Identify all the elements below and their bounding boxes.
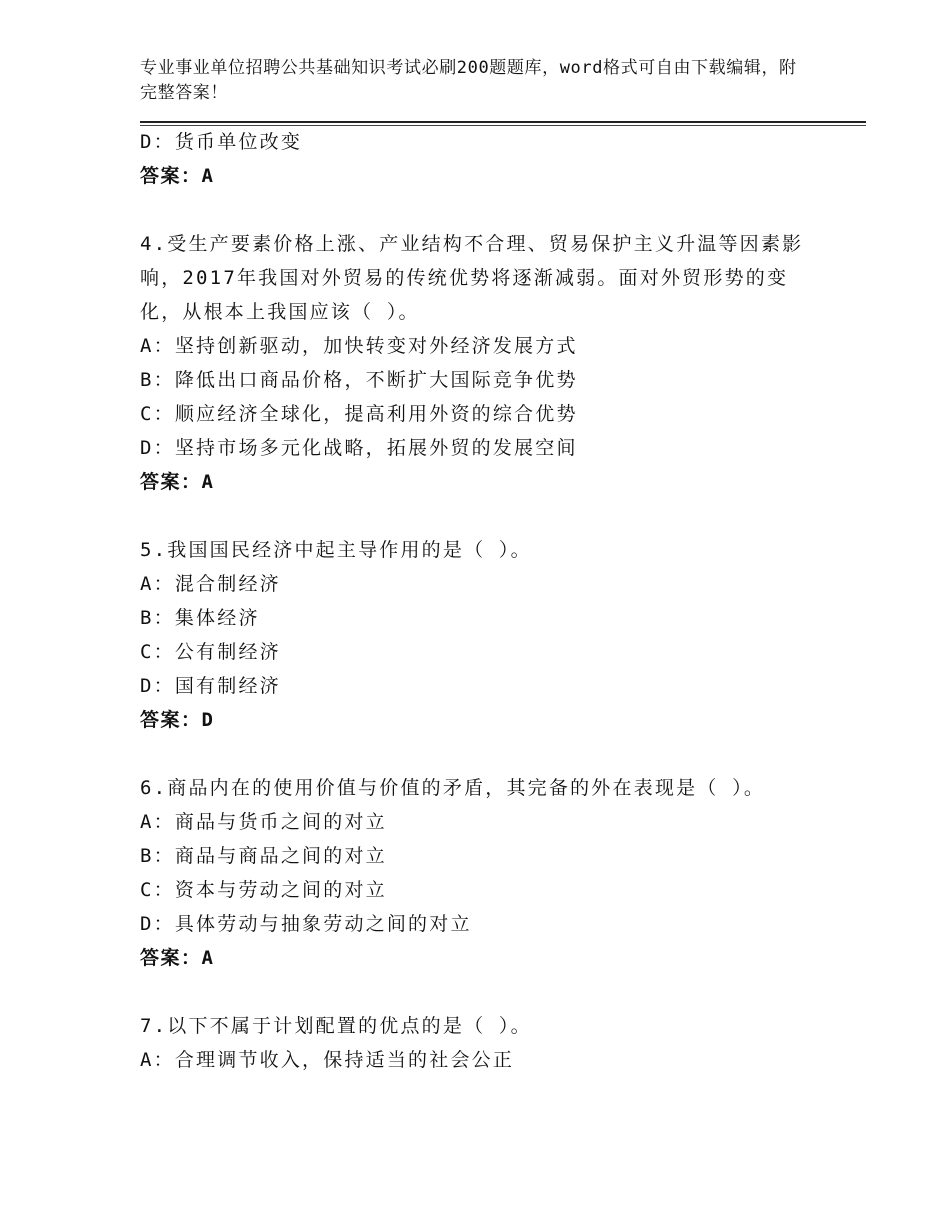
option-c: C：资本与劳动之间的对立	[140, 879, 387, 901]
spacer	[140, 737, 820, 771]
option-b: B：商品与商品之间的对立	[140, 845, 387, 867]
option-d: D：国有制经济	[140, 675, 281, 697]
question-stem: 5.我国国民经济中起主导作用的是（ ）。	[140, 539, 532, 561]
option-b: B：降低出口商品价格，不断扩大国际竞争优势	[140, 369, 578, 391]
prev-option-d: D：货币单位改变	[140, 131, 303, 153]
spacer	[140, 975, 820, 1009]
question-stem: 7.以下不属于计划配置的优点的是（ ）。	[140, 1015, 532, 1037]
spacer	[140, 193, 820, 227]
option-d: D：具体劳动与抽象劳动之间的对立	[140, 913, 472, 935]
option-a: A：商品与货币之间的对立	[140, 811, 387, 833]
question-answer: 答案：A	[140, 471, 215, 493]
option-d: D：坚持市场多元化战略，拓展外贸的发展空间	[140, 437, 578, 459]
option-a: A：坚持创新驱动，加快转变对外经济发展方式	[140, 335, 578, 357]
prev-answer: 答案：A	[140, 165, 215, 187]
question-answer: 答案：A	[140, 947, 215, 969]
option-c: C：顺应经济全球化，提高利用外资的综合优势	[140, 403, 578, 425]
spacer	[140, 499, 820, 533]
header-divider-thick	[140, 121, 866, 123]
page-header: 专业事业单位招聘公共基础知识考试必刷200题题库，word格式可自由下载编辑，附完整答案！	[140, 58, 797, 103]
question-stem: 4.受生产要素价格上涨、产业结构不合理、贸易保护主义升温等因素影响，2017年我国对外贸易的传统优势将逐渐减弱。面对外贸形势的变化，从根本上我国应该（ ）。	[140, 233, 804, 323]
question-6	[140, 771, 820, 975]
question-stem: 6.商品内在的使用价值与价值的矛盾，其完备的外在表现是（ ）。	[140, 777, 766, 799]
option-c: C：公有制经济	[140, 641, 281, 663]
option-a: A：混合制经济	[140, 573, 281, 595]
question-list	[140, 125, 820, 1077]
question-answer: 答案：D	[140, 709, 215, 731]
question-5	[140, 533, 820, 737]
question-7	[140, 1009, 820, 1077]
option-a: A：合理调节收入，保持适当的社会公正	[140, 1049, 515, 1071]
option-b: B：集体经济	[140, 607, 260, 629]
question-4	[140, 227, 820, 499]
